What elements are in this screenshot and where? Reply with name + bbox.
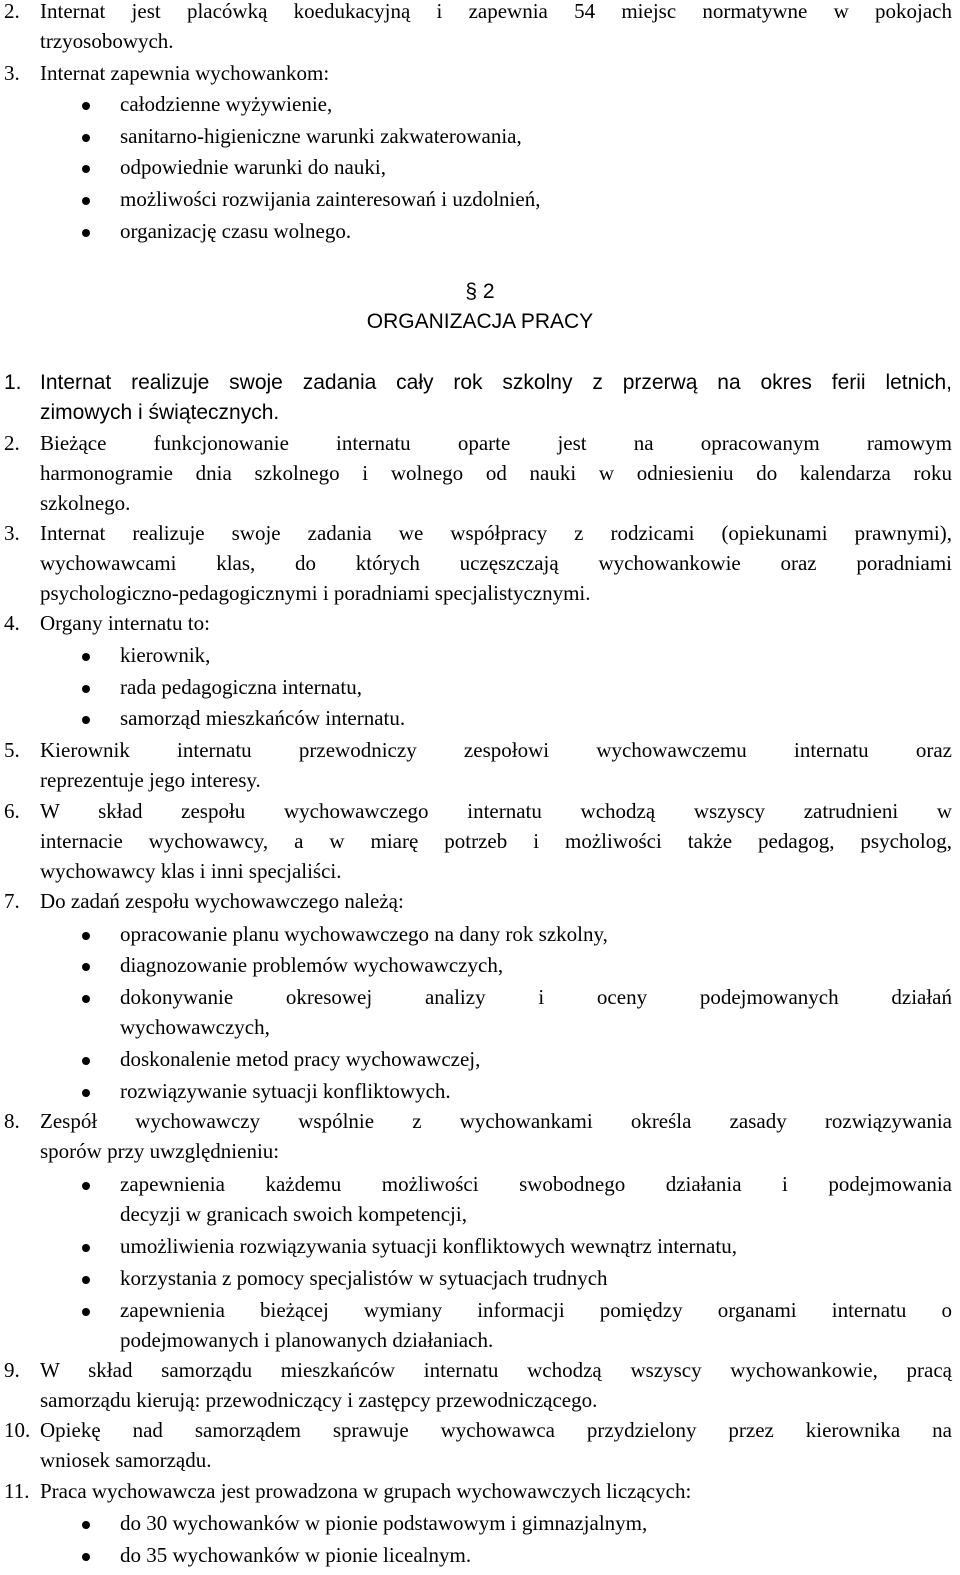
text-line: harmonogramie dnia szkolnego i wolnego od nauki w odniesieniu do kalendarza roku xyxy=(40,461,952,485)
text-line: sanitarno-higieniczne warunki zakwaterowania, xyxy=(120,124,522,148)
text-line: decyzji w granicach swoich kompetencji, xyxy=(120,1202,467,1226)
bullet-icon xyxy=(82,1057,90,1065)
text-line: doskonalenie metod pracy wychowawczej, xyxy=(120,1047,481,1071)
text-line: sporów przy uwzględnieniu: xyxy=(40,1139,280,1163)
list-number: 9. xyxy=(4,1358,20,1382)
bullet-icon xyxy=(82,1308,90,1316)
list-number: 5. xyxy=(4,738,20,762)
text-line: diagnozowanie problemów wychowawczych, xyxy=(120,953,504,977)
text-line: wychowawcami klas, do których uczęszczają wychowankowie oraz poradniami xyxy=(40,551,952,575)
list-number: 1. xyxy=(4,371,22,394)
bullet-icon xyxy=(82,1553,90,1561)
bullet-icon xyxy=(82,102,90,110)
text-line: rozwiązywanie sytuacji konfliktowych. xyxy=(120,1079,451,1103)
list-number: 2. xyxy=(4,431,20,455)
text-line: Do zadań zespołu wychowawczego należą: xyxy=(40,889,404,913)
text-line: wychowawcy klas i inni specjaliści. xyxy=(40,859,342,883)
text-line: korzystania z pomocy specjalistów w sytuacjach trudnych xyxy=(120,1266,608,1290)
list-number: 11. xyxy=(4,1479,30,1503)
text-line: samorząd mieszkańców internatu. xyxy=(120,706,406,730)
bullet-icon xyxy=(82,653,90,661)
list-number: 2. xyxy=(4,0,20,23)
list-number: 3. xyxy=(4,521,20,545)
text-line: Internat realizuje swoje zadania cały rok szkolny z przerwą na okres ferii letnich, xyxy=(40,371,952,394)
list-number: 4. xyxy=(4,611,20,635)
text-line: organizację czasu wolnego. xyxy=(120,219,352,243)
text-line: Kierownik internatu przewodniczy zespołowi wychowawczemu internatu oraz xyxy=(40,738,952,762)
bullet-icon xyxy=(82,165,90,173)
text-line: zapewnienia bieżącej wymiany informacji pomiędzy organami internatu o xyxy=(120,1298,952,1322)
text-line: szkolnego. xyxy=(40,491,131,515)
list-number: 3. xyxy=(4,61,20,85)
bullet-icon xyxy=(82,963,90,971)
text-line: Bieżące funkcjonowanie internatu oparte jest na opracowanym ramowym xyxy=(40,431,952,455)
text-line: odpowiednie warunki do nauki, xyxy=(120,155,386,179)
text-line: Organy internatu to: xyxy=(40,611,210,635)
text-line: W skład samorządu mieszkańców internatu wchodzą wszyscy wychowankowie, pracą xyxy=(40,1358,952,1382)
section-heading: ORGANIZACJA PRACY xyxy=(366,310,594,333)
bullet-icon xyxy=(82,716,90,724)
list-number: 10. xyxy=(4,1418,31,1442)
list-number: 8. xyxy=(4,1109,20,1133)
text-line: Opiekę nad samorządem sprawuje wychowawca przydzielony przez kierownika na xyxy=(40,1418,952,1442)
text-line: psychologiczno-pedagogicznymi i poradniami specjalistycznymi. xyxy=(40,581,591,605)
text-line: samorządu kierują: przewodniczący i zastępcy przewodniczącego. xyxy=(40,1388,598,1412)
bullet-icon xyxy=(82,1521,90,1529)
text-line: do 35 wychowanków w pionie licealnym. xyxy=(120,1543,472,1567)
text-line: internacie wychowawcy, a w miarę potrzeb i możliwości także pedagog, psycholog, xyxy=(40,829,952,853)
text-line: wychowawczych, xyxy=(120,1015,270,1039)
text-line: opracowanie planu wychowawczego na dany rok szkolny, xyxy=(120,922,608,946)
bullet-icon xyxy=(82,1244,90,1252)
bullet-icon xyxy=(82,1182,90,1190)
text-line: Internat realizuje swoje zadania we współpracy z rodzicami (opiekunami prawnymi), xyxy=(40,521,952,545)
text-line: do 30 wychowanków w pionie podstawowym i gimnazjalnym, xyxy=(120,1511,648,1535)
text-line: Internat jest placówką koedukacyjną i zapewnia 54 miejsc normatywne w pokojach xyxy=(40,0,952,23)
text-line: całodzienne wyżywienie, xyxy=(120,92,333,116)
text-line: podejmowanych i planowanych działaniach. xyxy=(120,1328,494,1352)
text-line: trzyosobowych. xyxy=(40,29,174,53)
text-line: Internat zapewnia wychowankom: xyxy=(40,61,330,85)
text-line: zapewnienia każdemu możliwości swobodnego działania i podejmowania xyxy=(120,1172,952,1196)
text-line: Praca wychowawcza jest prowadzona w grupach wychowawczych liczących: xyxy=(40,1479,692,1503)
text-line: rada pedagogiczna internatu, xyxy=(120,675,362,699)
bullet-icon xyxy=(82,134,90,142)
text-line: wniosek samorządu. xyxy=(40,1448,212,1472)
text-line: umożliwienia rozwiązywania sytuacji konfliktowych wewnątrz internatu, xyxy=(120,1234,737,1258)
list-number: 6. xyxy=(4,799,20,823)
bullet-icon xyxy=(82,995,90,1003)
text-line: W skład zespołu wychowawczego internatu wchodzą wszyscy zatrudnieni w xyxy=(40,799,952,823)
bullet-icon xyxy=(82,229,90,237)
section-heading: § 2 xyxy=(465,280,495,303)
text-line: zimowych i świątecznych. xyxy=(40,401,280,424)
text-line: kierownik, xyxy=(120,643,211,667)
bullet-icon xyxy=(82,1276,90,1284)
bullet-icon xyxy=(82,932,90,940)
bullet-icon xyxy=(82,1089,90,1097)
bullet-icon xyxy=(82,685,90,693)
bullet-icon xyxy=(82,197,90,205)
text-line: reprezentuje jego interesy. xyxy=(40,768,261,792)
text-line: dokonywanie okresowej analizy i oceny podejmowanych działań xyxy=(120,985,952,1009)
text-line: Zespół wychowawczy wspólnie z wychowankami określa zasady rozwiązywania xyxy=(40,1109,952,1133)
text-line: możliwości rozwijania zainteresowań i uzdolnień, xyxy=(120,187,541,211)
list-number: 7. xyxy=(4,889,20,913)
